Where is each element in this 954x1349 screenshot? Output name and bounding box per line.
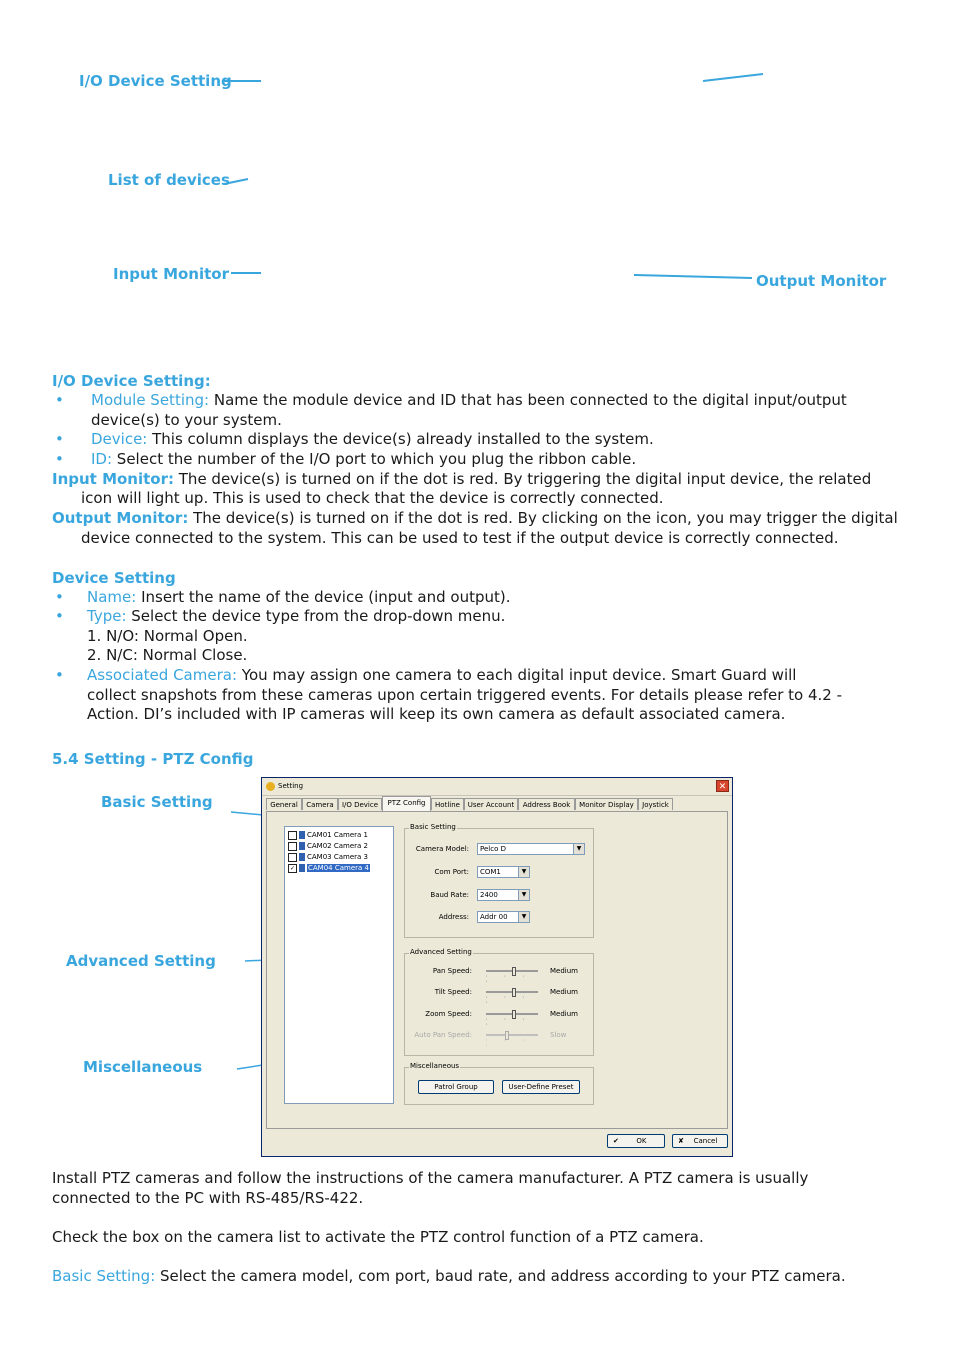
tab-monitor-display[interactable]: Monitor Display	[575, 798, 638, 810]
basic-setting-desc: Basic Setting: Select the camera model, com port, baud rate, and address according to your PTZ camera.	[52, 1267, 846, 1285]
callout-input-monitor: Input Monitor	[113, 265, 229, 283]
miscellaneous-title: Miscellaneous	[410, 1062, 460, 1070]
ptz-install-text: Install PTZ cameras and follow the instructions of the camera manufacturer. A PTZ camera is usually	[52, 1169, 809, 1187]
user-define-preset-button[interactable]: User-Define Preset	[502, 1080, 580, 1094]
cancel-button[interactable]: ✘ Cancel	[672, 1134, 728, 1148]
input-monitor-desc: Input Monitor: The device(s) is turned on if the dot is red. By triggering the digital input device, the related	[52, 470, 872, 488]
checkbox[interactable]	[288, 842, 297, 851]
pan-speed-value: Medium	[550, 967, 578, 975]
device-type-nc: 2. N/C: Normal Close.	[87, 646, 248, 664]
io-device: Device: This column displays the device(s) already installed to the system.	[91, 430, 654, 448]
checkbox[interactable]	[288, 853, 297, 862]
bullet-dot: •	[55, 391, 64, 409]
auto-pan-speed-slider: ' ' ' '	[486, 1031, 538, 1041]
callout-io-device-setting: I/O Device Setting	[79, 72, 232, 90]
app-icon	[266, 782, 275, 791]
output-monitor-desc: Output Monitor: The device(s) is turned on if the dot is red. By clicking on the icon, you may trigger the digital	[52, 509, 898, 527]
tab-user-account[interactable]: User Account	[464, 798, 518, 810]
dialog-title: Setting	[278, 782, 304, 790]
chevron-down-icon: ▼	[573, 844, 584, 854]
callout-basic-setting: Basic Setting	[101, 793, 213, 811]
auto-pan-speed-label: Auto Pan Speed:	[414, 1031, 472, 1039]
com-port-select[interactable]: COM1 ▼	[477, 866, 530, 878]
camera-model-label: Camera Model:	[415, 845, 469, 853]
baud-rate-label: Baud Rate:	[430, 891, 469, 899]
pan-speed-slider[interactable]: ' ' ' '	[486, 967, 538, 977]
io-heading: I/O Device Setting:	[52, 372, 211, 390]
zoom-speed-value: Medium	[550, 1010, 578, 1018]
tilt-speed-value: Medium	[550, 988, 578, 996]
io-module-setting: Module Setting: Name the module device and ID that has been connected to the digital input/output	[91, 391, 847, 409]
pan-speed-label: Pan Speed:	[432, 967, 472, 975]
ok-button[interactable]: ✔ OK	[607, 1134, 665, 1148]
zoom-speed-label: Zoom Speed:	[425, 1010, 472, 1018]
camera-icon	[299, 842, 305, 850]
ptz-install-text-cont: connected to the PC with RS-485/RS-422.	[52, 1189, 364, 1207]
output-callout-line	[634, 275, 752, 278]
ptz-checkbox-text: Check the box on the camera list to activate the PTZ control function of a PTZ camera.	[52, 1228, 704, 1246]
callout-output-monitor: Output Monitor	[756, 272, 887, 290]
chevron-down-icon: ▼	[518, 867, 529, 877]
tab-joystick[interactable]: Joystick	[638, 798, 673, 810]
input-monitor-desc-cont: icon will light up. This is used to check that the device is correctly connected.	[81, 489, 664, 507]
bullet-dot: •	[55, 588, 64, 606]
device-setting-heading: Device Setting	[52, 569, 176, 587]
tab-io-device[interactable]: I/O Device	[338, 798, 382, 810]
setting-dialog	[261, 777, 733, 1157]
bullet-dot: •	[55, 430, 64, 448]
zoom-speed-slider[interactable]: ' ' ' '	[486, 1010, 538, 1020]
baud-rate-select[interactable]: 2400 ▼	[477, 889, 530, 901]
tab-camera[interactable]: Camera	[302, 798, 338, 810]
advanced-setting-title: Advanced Setting	[410, 948, 472, 956]
patrol-group-button[interactable]: Patrol Group	[418, 1080, 494, 1094]
device-assoc-cont2: Action. DI’s included with IP cameras will keep its own camera as default associated camera.	[87, 705, 786, 723]
top-right-callout-line	[703, 74, 763, 81]
camera-icon	[299, 831, 305, 839]
bullet-dot: •	[55, 666, 64, 684]
checkbox-checked[interactable]: ✓	[289, 864, 296, 872]
camera-model-select[interactable]: Pelco D ▼	[477, 843, 585, 855]
camera-list-item[interactable]: CAM01 Camera 1	[288, 830, 368, 840]
camera-icon	[299, 853, 305, 861]
basic-setting-title: Basic Setting	[410, 823, 456, 831]
tab-general[interactable]: General	[266, 798, 302, 810]
io-module-setting-cont: device(s) to your system.	[91, 411, 282, 429]
cross-icon: ✘	[678, 1137, 684, 1145]
camera-list-item[interactable]: ✓ CAM04 Camera 4	[289, 864, 369, 872]
output-monitor-desc-cont: device connected to the system. This can be used to test if the output device is correctly connected.	[81, 529, 839, 547]
device-type-no: 1. N/O: Normal Open.	[87, 627, 248, 645]
tilt-speed-slider[interactable]: ' ' ' '	[486, 988, 538, 998]
checkbox[interactable]	[288, 831, 297, 840]
address-label: Address:	[438, 913, 469, 921]
callout-list-of-devices: List of devices	[108, 171, 230, 189]
ptz-heading: 5.4 Setting - PTZ Config	[52, 750, 254, 768]
callout-miscellaneous: Miscellaneous	[83, 1058, 203, 1076]
tab-hotline[interactable]: Hotline	[431, 798, 464, 810]
tab-ptz-config[interactable]: PTZ Config	[382, 796, 431, 811]
check-icon: ✔	[613, 1137, 619, 1145]
bullet-dot: •	[55, 450, 64, 468]
address-select[interactable]: Addr 00 ▼	[477, 911, 530, 923]
device-type: Type: Select the device type from the drop-down menu.	[87, 607, 506, 625]
camera-icon	[299, 864, 305, 872]
io-id: ID: Select the number of the I/O port to which you plug the ribbon cable.	[91, 450, 637, 468]
bullet-dot: •	[55, 607, 64, 625]
com-port-label: Com Port:	[434, 868, 469, 876]
tab-address-book[interactable]: Address Book	[518, 798, 575, 810]
device-name: Name: Insert the name of the device (input and output).	[87, 588, 511, 606]
callout-advanced-setting: Advanced Setting	[66, 952, 216, 970]
camera-list-item[interactable]: CAM02 Camera 2	[288, 841, 368, 851]
camera-list-item[interactable]: CAM03 Camera 3	[288, 852, 368, 862]
camera-list[interactable]	[284, 826, 394, 1104]
device-assoc-cont1: collect snapshots from these cameras upon certain triggered events. For details please refer to 4.2 -	[87, 686, 843, 704]
auto-pan-speed-value: Slow	[550, 1031, 567, 1039]
chevron-down-icon: ▼	[518, 890, 529, 900]
tilt-speed-label: Tilt Speed:	[434, 988, 472, 996]
close-icon[interactable]: ✕	[716, 780, 729, 792]
chevron-down-icon: ▼	[518, 912, 529, 922]
device-assoc: Associated Camera: You may assign one camera to each digital input device. Smart Guard will	[87, 666, 797, 684]
dialog-titlebar	[262, 778, 732, 796]
